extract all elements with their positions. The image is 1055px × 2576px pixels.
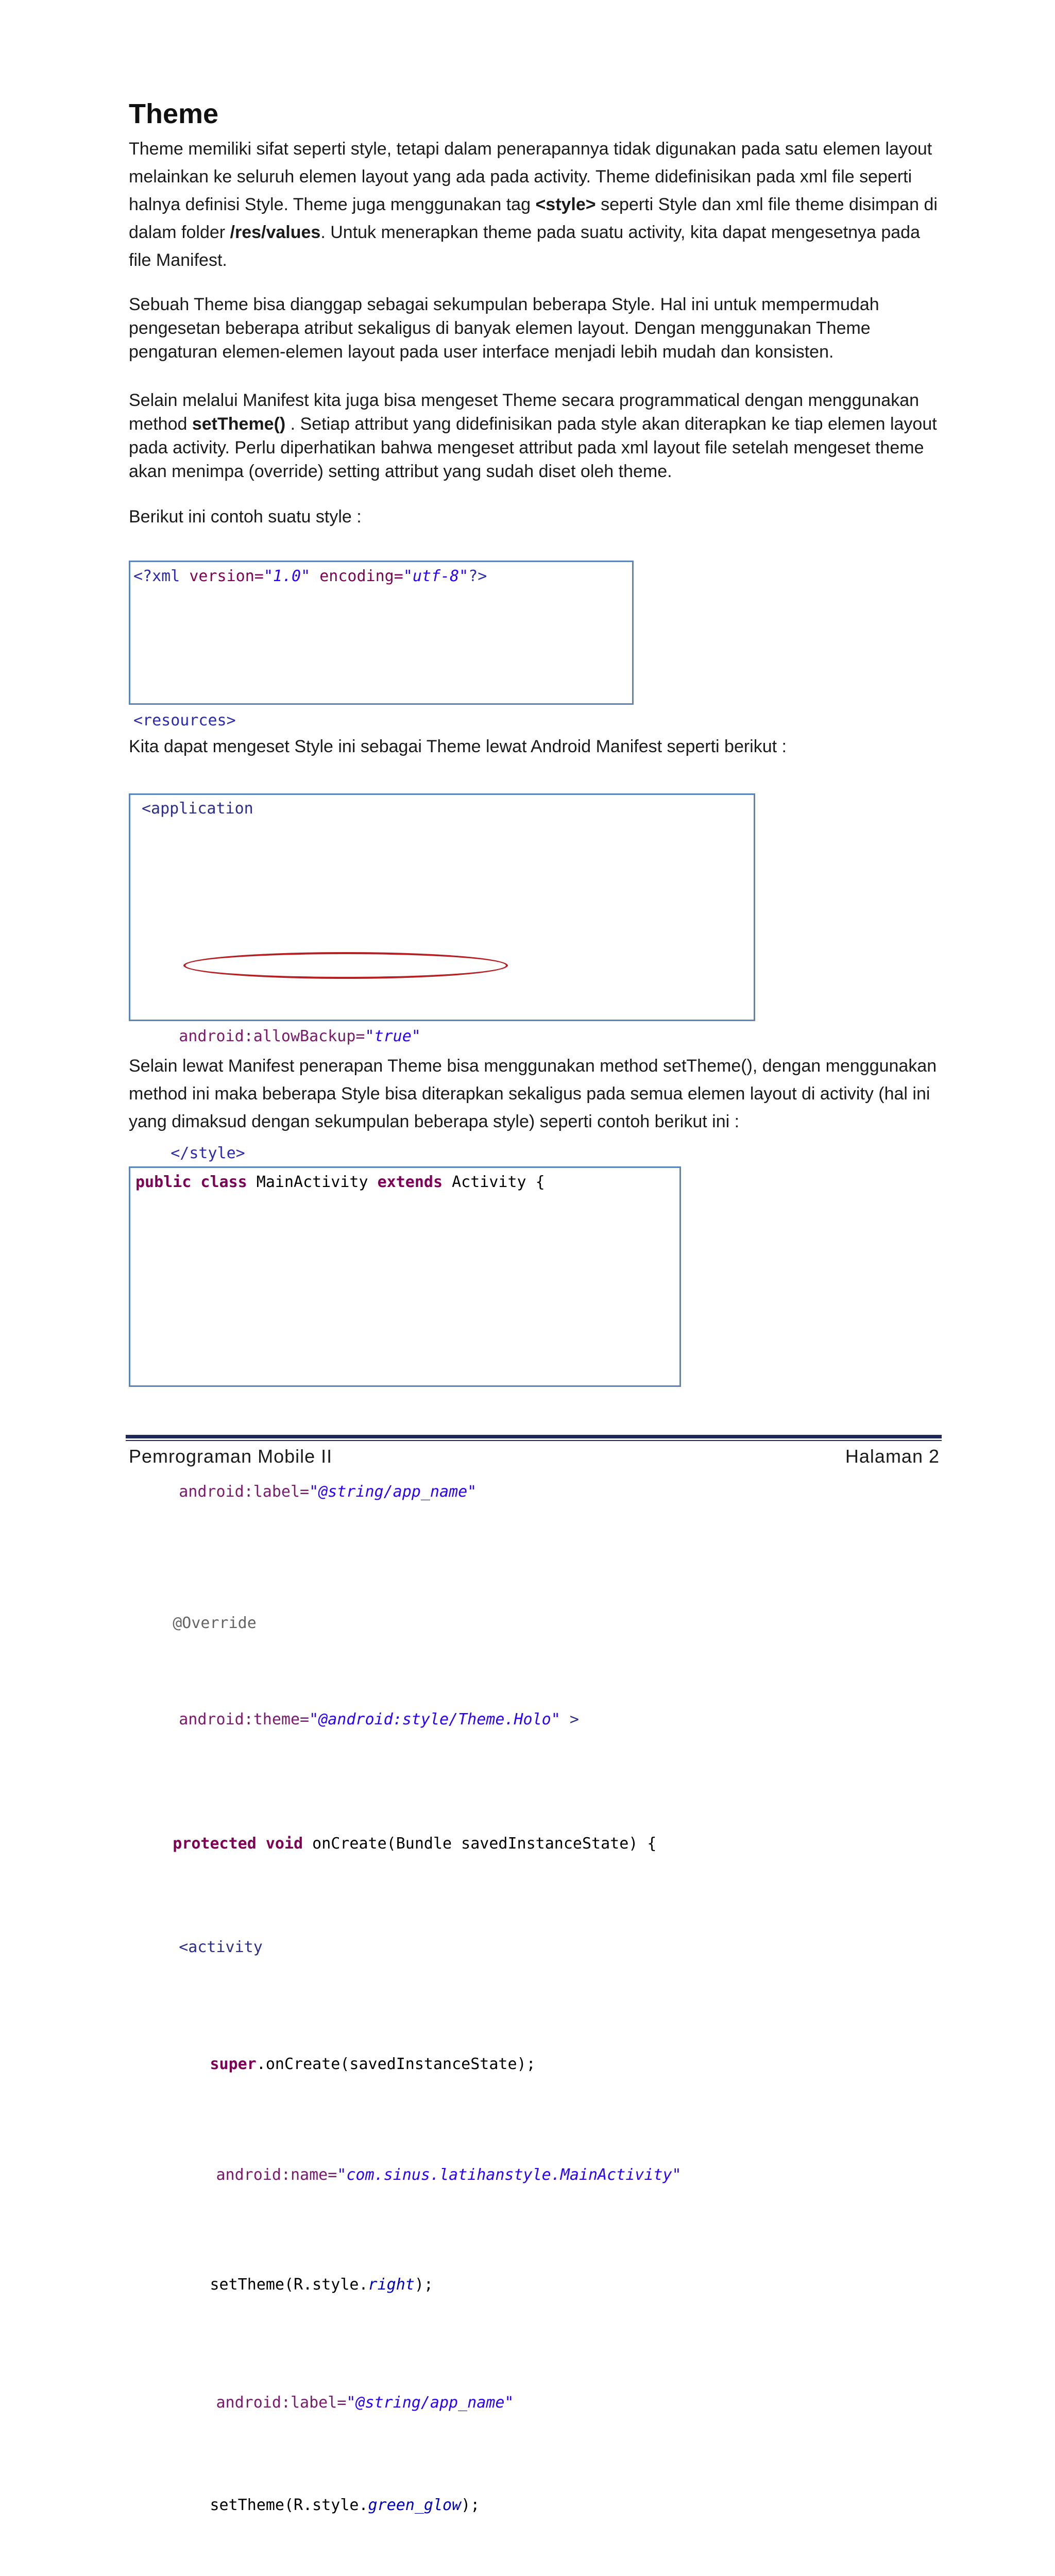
code-token [135,1835,173,1853]
code-token: > [560,1710,579,1728]
code-token: ); [414,2276,433,2294]
code-line: <activity [142,1938,263,1956]
code-token: public class [135,1173,247,1191]
footer-rule-thin [126,1440,942,1441]
code-token [135,2055,210,2073]
code-token: android:name= [142,2166,337,2184]
code-token: ); [461,2496,480,2514]
code-token: android:label= [142,2394,347,2412]
code-line [135,2275,679,2495]
code-token: ?> [468,567,487,585]
code-token: Activity { [443,1173,545,1191]
paragraph-manifest-intro: Kita dapat mengeset Style ini sebagai Theme lewat Android Manifest seperti berikut : [129,737,787,756]
code-token: "utf-8" [403,567,469,585]
text: seperti Style dan xml file theme disimpan di dalam folder [129,195,938,242]
footer-course-title: Pemrograman Mobile II [129,1446,333,1467]
highlight-ellipse [183,952,508,979]
code-line [135,1393,679,1613]
code-token: setTheme(R.style. [135,2496,368,2514]
code-token: "@android:style/Theme.Holo" [309,1710,560,1728]
text: . Untuk menerapkan theme pada suatu activity, kita dapat mengesetnya pada file Manifest. [129,223,920,270]
code-token: encoding= [310,567,403,585]
code-token: "com.sinus.latihanstyle.MainActivity" [337,2166,682,2184]
code-token: setTheme(R.style. [135,2276,368,2294]
code-token: MainActivity [247,1173,378,1191]
paragraph-intro [129,135,943,274]
text: . Setiap attribut yang didefinisikan pada style akan diterapkan ke tiap elemen layout pada activity. Perlu diperhatikan bahwa mengeset attribut pada xml layout file setelah mengeset theme akan menimpa (override) setting attribut yang sudah diset oleh theme. [129,414,937,481]
text: Selain melalui Manifest kita juga bisa mengeset Theme secara programmatical dengan menggunakan method [129,391,920,434]
code-line [135,2495,679,2576]
code-token: android:allowBackup= [142,1027,365,1045]
paragraph-settheme-intro: Selain lewat Manifest penerapan Theme bisa menggunakan method setTheme(), dengan menggunakan method ini maka beberapa Style bisa diterapkan sekaligus pada semua elemen layout di activity (hal ini yang dimaksud dengan sekumpulan beberapa style) seperti contoh berikut ini : [129,1056,937,1131]
paragraph-style-example-intro: Berikut ini contoh suatu style : [129,507,362,527]
code-line: <resources> [133,711,236,730]
footer-rule [126,1435,942,1438]
section-heading: Theme [129,98,219,129]
code-line [135,1834,679,2054]
bold-style-tag: <style> [535,195,596,214]
code-token: "1.0" [263,567,311,585]
code-token: "@string/app_name" [309,1483,477,1501]
code-token: extends [377,1173,443,1191]
footer-page-number: Halaman 2 [845,1446,940,1467]
code-token: <?xml [133,567,180,585]
code-token: "true" [365,1027,421,1045]
code-line: </style> [133,1144,245,1162]
bold-res-values: /res/values [230,223,321,242]
code-token: onCreate(Bundle savedInstanceState) { [303,1835,657,1853]
code-token: version= [180,567,264,585]
code-line [133,566,632,710]
bold-settheme: setTheme() [192,414,286,434]
code-token: right [368,2276,415,2294]
code-line: <application [142,800,253,818]
code-line [135,2054,682,2275]
paragraph-theme-collection: Sebuah Theme bisa dianggap sebagai sekumpulan beberapa Style. Hal ini untuk mempermudah pengesetan beberapa atribut sekaligus di banyak elemen layout. Dengan menggunakan Theme pengaturan elemen-elemen layout pada user interface menjadi lebih mudah dan konsisten. [129,295,879,362]
text: Theme memiliki sifat seperti style, tetapi dalam penerapannya tidak digunakan pada satu elemen layout melainkan ke seluruh elemen layout yang ada pada activity. Theme didefinisikan pada xml file seperti halnya definisi Style. Theme juga menggunakan tag [129,139,932,214]
code-token: "@string/app_name" [346,2394,514,2412]
code-token: .onCreate(savedInstanceState); [256,2055,536,2073]
code-token: super [210,2055,257,2073]
code-line: @Override [135,1614,257,1632]
code-token: protected void [173,1835,303,1853]
code-token: green_glow [368,2496,462,2514]
code-token: android:theme= [142,1710,310,1728]
paragraph-programmatic [129,388,943,483]
code-token: android:label= [142,1483,310,1501]
code-line [135,1172,679,1393]
